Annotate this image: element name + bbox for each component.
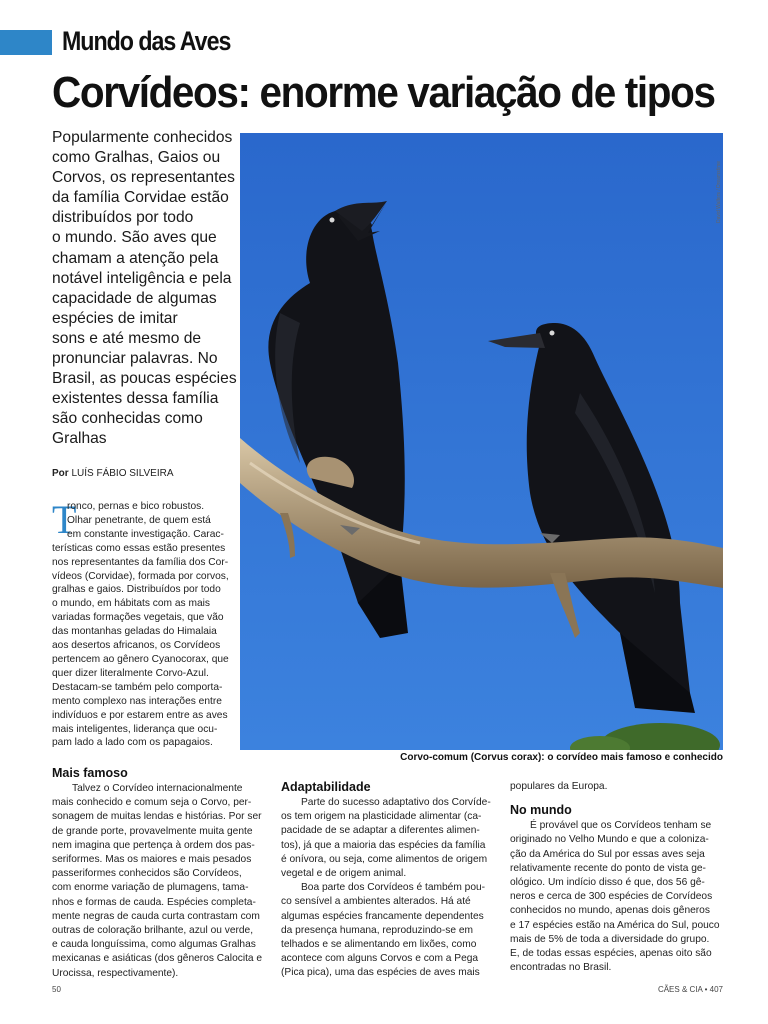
intro-line: aos desertos africanos, os Corvídeos [52,640,221,652]
body-line: encontradas no Brasil. [510,962,612,974]
intro-line: gralhas e gaios. Distribuídos por todo [52,584,221,596]
lede-line: chamam a atenção pela [52,249,219,267]
body-line: Urocissa, respectivamente). [52,967,179,979]
lede-line: notável inteligência e pela [52,269,232,287]
heading-adaptabilidade: Adaptabilidade [281,780,371,794]
body-line: Parte do sucesso adaptativo dos Corvíde- [301,797,491,808]
lede-line: Gralhas [52,430,107,448]
lede-line: o mundo. São aves que [52,229,217,247]
intro-line: pertencem ao gênero Cyanocorax, que [52,653,229,665]
lede-line: Corvos, os representantes [52,169,235,187]
body-line: ção da América do Sul por essas aves seja [510,848,705,860]
body-line: e 17 espécies estão na América do Sul, pouco [510,919,720,931]
body-line: Boa parte dos Corvídeos é também pou- [301,882,486,894]
ravens-illustration [240,133,723,750]
body-line: originado no Velho Mundo e que a coloniza- [510,834,709,846]
body-line: vegetal e de origem animal. [281,868,407,880]
section-title: Mundo das Aves [62,26,231,56]
lede-line: sons e até mesmo de [52,329,202,347]
page-number: 50 [52,985,61,994]
lede-line: espécies de imitar [52,309,178,327]
lede-line: capacidade de algumas [52,289,217,307]
lede-line: Brasil, as poucas espécies [52,370,237,388]
body-line: algumas espécies francamente dependentes [281,910,484,922]
body-line: telhados e se alimentando em lixões, como [281,939,477,951]
lede-line: existentes dessa família [52,390,219,408]
heading-no-mundo: No mundo [510,803,572,818]
ravens-photo [240,133,723,750]
body-line: outras de coloração brilhante, azul ou verde, [52,925,254,937]
intro-line: Destacam-se também pelo comporta- [52,681,223,693]
lede-line: distribuídos por todo [52,209,194,227]
body-line: e cauda longuíssima, como algumas Gralhas [52,939,256,951]
body-line: os tem origem na plasticidade alimentar (ca- [281,811,482,823]
body-line: mexicanas e asiáticas (dos gêneros Calocita e [52,953,263,965]
lede-line: Popularmente conhecidos [52,129,233,146]
body-line: seriformes. Mas os maiores e mais pesados [52,854,252,866]
body-line: mais de 5% de toda a diversidade do grupo. [510,933,710,945]
photo-caption: Corvo-comum (Corvus corax): o corvídeo mais famoso e conhecido [400,752,723,763]
intro-paragraph [52,497,232,750]
intro-line: nos representantes da família dos Cor- [52,556,229,568]
body-line: é onívora, ou seja, come alimentos de origem [281,853,488,865]
body-line: nem imagina que pertença à ordem dos pas- [52,839,255,851]
lede-line: da família Corvidae estão [52,189,229,207]
drop-cap: T [52,497,77,542]
body-line: Talvez o Corvídeo internacionalmente [72,783,243,794]
lede-line: como Gralhas, Gaios ou [52,149,221,167]
body-line: co sensível a ambientes alterados. Há até [281,896,471,908]
intro-line: mais inteligentes, liderança que ocu- [52,723,218,735]
article-title: Corvídeos: enorme variação de tipos [52,68,715,117]
byline [52,468,174,479]
intro-line: variadas formações vegetais, que vão [52,612,224,624]
intro-line: indivíduos e por estarem entre as aves [52,709,228,721]
column-adaptabilidade [281,779,498,981]
body-line: (Pica pica), uma das espécies de aves mais [281,967,480,979]
body-line: mais conhecido e comum seja o Corvo, per- [52,797,252,809]
body-line: neros e cerca de 300 espécies de Corvídeos [510,891,713,903]
intro-line: o mundo, em hábitats com as mais [52,598,210,610]
byline-prefix: Por [52,468,69,479]
byline-author: LUÍS FÁBIO SILVEIRA [71,468,174,479]
body-line: nhos e formas de cauda. Espécies completa- [52,896,256,908]
intro-line: ronco, pernas e bico robustos. [67,501,205,512]
body-line: ológico. Um indício disso é que, dos 56 gê- [510,877,705,889]
photo-credit [716,133,726,223]
body-line: passeriformes conhecidos são Corvídeos, [52,868,242,880]
lede-line: pronunciar palavras. No [52,350,218,368]
section-color-bar [0,30,52,55]
column-no-mundo [510,780,725,975]
body-line: pacidade de se adaptar a diferentes alimen- [281,825,480,837]
intro-line: em constante investigação. Carac- [67,528,224,540]
intro-line: pam lado a lado com os papagaios. [52,737,213,749]
heading-mais-famoso: Mais famoso [52,766,128,780]
intro-line: quer dizer literalmente Corvo-Azul. [52,667,209,679]
intro-line: terísticas como essas estão presentes [52,542,226,554]
body-line: populares da Europa. [510,781,608,792]
magazine-folio: CÃES & CIA • 407 [657,985,723,994]
body-line: da presença humana, reproduzindo-se em [281,924,473,936]
body-line: de grande porte, provavelmente muita gente [52,825,253,837]
body-line: acontece com alguns Corvos e com a Pega [281,953,479,965]
column-mais-famoso [52,765,272,981]
body-line: relativamente recente do ponto de vista ge- [510,862,706,874]
photo-credit-text: David Walters / Dreamstime [716,160,722,223]
body-line: com enorme variação de plumagens, tama- [52,882,249,894]
body-line: sonagem de muitas lendas e histórias. Por ser [52,811,262,823]
intro-line: mento complexo nas interações entre [52,695,222,707]
body-line: mente negras de cauda curta contrastam com [52,910,260,922]
lede-line: são conhecidas como [52,410,203,428]
intro-line: vídeos (Corvidae), formada por corvos, [52,570,229,582]
body-line: É provável que os Corvídeos tenham se [530,820,712,832]
body-line: conhecidos no mundo, apenas dois gêneros [510,905,710,917]
lede-paragraph [52,128,242,450]
body-line: tos), já que a maioria das espécies da família [281,839,486,851]
intro-line: das montanhas geladas do Himalaia [52,626,217,638]
intro-line: Olhar penetrante, de quem está [67,514,211,526]
body-line: E, de todas essas espécies, apenas oito são [510,948,712,960]
